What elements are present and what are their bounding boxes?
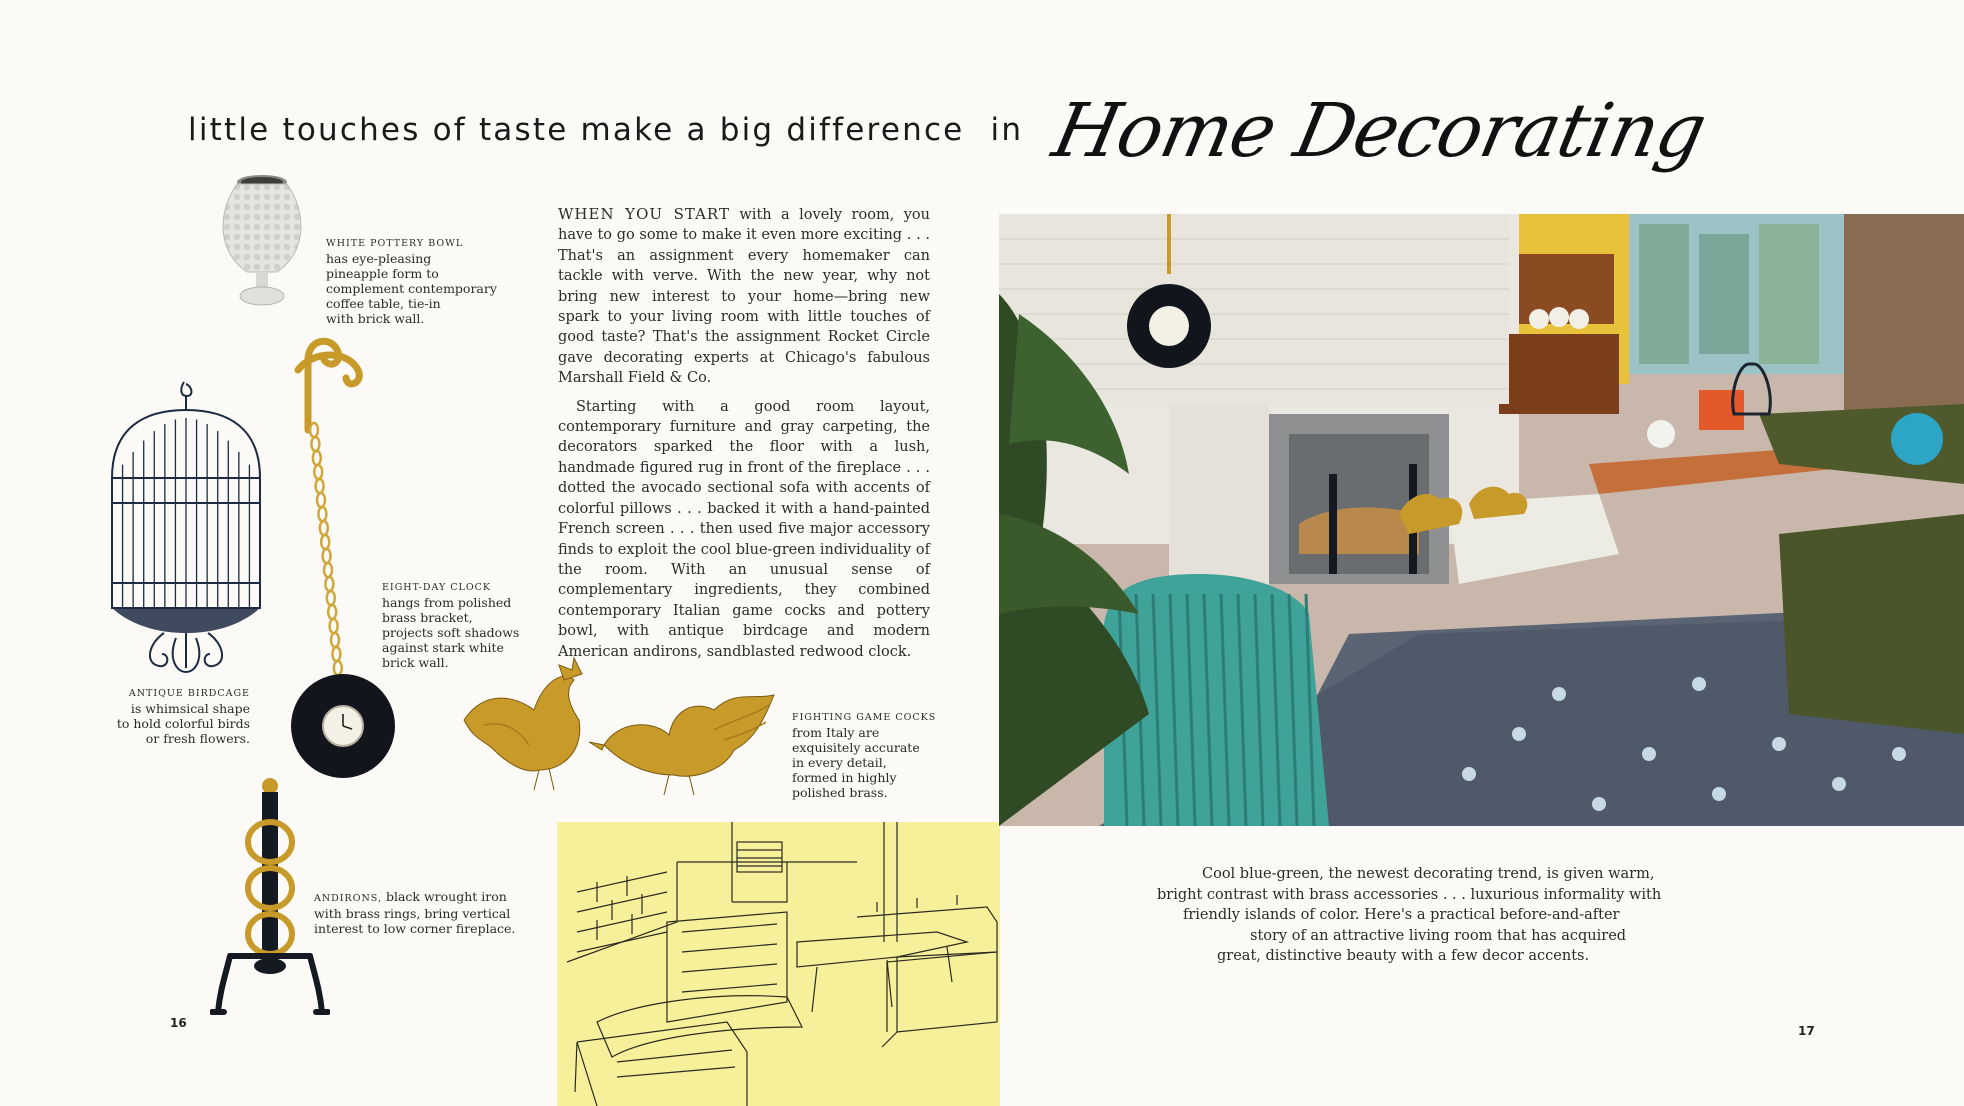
eight-day-clock-image bbox=[288, 330, 418, 790]
caption-andirons-text: black wrought iron bbox=[385, 889, 507, 904]
chain-link bbox=[330, 619, 338, 633]
chain-link bbox=[314, 465, 322, 479]
caption-clock-line: projects soft shadows bbox=[382, 625, 520, 640]
caption-bowl-line: has eye-pleasing bbox=[326, 251, 432, 266]
caption-cocks bbox=[792, 710, 936, 800]
caption-birdcage-line: to hold colorful birds bbox=[116, 716, 250, 731]
caption-bowl-line: pineapple form to bbox=[326, 266, 439, 281]
caption-cocks-line: exquisitely accurate bbox=[792, 740, 920, 755]
caption-bowl-line: with brick wall. bbox=[326, 311, 425, 326]
caption-andirons-title: ANDIRONS, bbox=[314, 893, 382, 904]
photo-caption-line: friendly islands of color. Here's a practical before-and-after bbox=[1183, 907, 1620, 923]
rug-flower bbox=[1642, 747, 1656, 761]
rug-flower bbox=[1592, 797, 1606, 811]
caption-clock-line: against stark white bbox=[382, 640, 504, 655]
chain-link bbox=[328, 605, 336, 619]
caption-clock-line: hangs from polished bbox=[382, 595, 512, 610]
caption-birdcage-title: ANTIQUE BIRDCAGE bbox=[128, 688, 250, 699]
article-paragraph-1 bbox=[558, 204, 930, 389]
photo-caption bbox=[1150, 864, 1670, 967]
andiron-image bbox=[210, 776, 330, 1022]
chain-link bbox=[317, 493, 325, 507]
chain-link bbox=[331, 633, 339, 647]
headline-in: in bbox=[990, 112, 1024, 148]
before-sketch-image bbox=[557, 822, 1000, 1106]
caption-birdcage-line: or fresh flowers. bbox=[145, 731, 250, 746]
caption-bowl-title: WHITE POTTERY BOWL bbox=[326, 238, 464, 249]
headline bbox=[188, 112, 1023, 148]
headline-script: Home Decorating bbox=[1045, 88, 1713, 174]
caption-cocks-line: polished brass. bbox=[792, 785, 888, 800]
game-cocks-image bbox=[454, 650, 790, 800]
chain-link bbox=[334, 661, 342, 675]
rug-flower bbox=[1462, 767, 1476, 781]
chain-link bbox=[320, 521, 328, 535]
page-number-right: 17 bbox=[1798, 1024, 1815, 1038]
caption-bowl-line: complement contemporary bbox=[326, 281, 497, 296]
caption-birdcage-line: is whimsical shape bbox=[130, 701, 250, 716]
chain-link bbox=[318, 507, 326, 521]
chain-link bbox=[332, 647, 340, 661]
rug-flower bbox=[1692, 677, 1706, 691]
caption-andirons-line: interest to low corner fireplace. bbox=[314, 921, 516, 936]
chain-link bbox=[324, 563, 332, 577]
article-lead: WHEN YOU START bbox=[558, 205, 730, 223]
caption-cocks-line: formed in highly bbox=[792, 770, 897, 785]
rug-flower bbox=[1512, 727, 1526, 741]
rug-flower bbox=[1712, 787, 1726, 801]
caption-cocks-line: in every detail, bbox=[792, 755, 887, 770]
rug-flower bbox=[1832, 777, 1846, 791]
caption-andirons bbox=[314, 889, 515, 936]
photo-caption-line: great, distinctive beauty with a few decor accents. bbox=[1217, 948, 1590, 964]
caption-andirons-line-0 bbox=[314, 889, 515, 906]
article-paragraph-2: Starting with a good room layout, contemporary furniture and gray carpeting, the decorators sparked the floor with a lush, handmade figured rug in front of the fireplace . . . dotted the avocado sectional sofa with accents of colorful pillows . . . backed it with a hand-painted French screen . . . then used five major accessory finds to exploit the cool blue-green individuality of the room. With an unusual sense of complementary ingredients, they combined contemporary Italian game cocks and pottery bowl, with antique birdcage and modern American andirons, sandblasted redwood clock. bbox=[558, 398, 930, 660]
caption-birdcage bbox=[108, 686, 250, 746]
caption-cocks-line: from Italy are bbox=[792, 725, 880, 740]
caption-bowl-line: coffee table, tie-in bbox=[326, 296, 441, 311]
article-paragraph-1-text: with a lovely room, you have to go some to make it even more exciting . . . That's an assignment every homemaker can tackle with verve. With the new year, why not bring new interest to your home—bring new spark to your living room with little touches of good taste? That's the assignment Rocket Circle gave decorating experts at Chicago's fabulous Marshall Field & Co. bbox=[558, 207, 930, 387]
photo-caption-line: story of an attractive living room that has acquired bbox=[1250, 927, 1627, 944]
chain-link bbox=[323, 549, 331, 563]
chain-link bbox=[316, 479, 324, 493]
photo-caption-line: bright contrast with brass accessories . . . luxurious informality with bbox=[1157, 886, 1662, 903]
chain-link bbox=[313, 451, 321, 465]
chain-link bbox=[321, 535, 329, 549]
chain-link bbox=[325, 577, 333, 591]
caption-andirons-line: with brass rings, bring vertical bbox=[314, 906, 511, 921]
article-body bbox=[558, 204, 930, 670]
rug-flower bbox=[1892, 747, 1906, 761]
caption-clock-title: EIGHT-DAY CLOCK bbox=[382, 582, 491, 593]
rug-flower bbox=[1552, 687, 1566, 701]
living-room-photo bbox=[999, 214, 1964, 826]
caption-bowl bbox=[326, 236, 497, 326]
chain-link bbox=[310, 423, 318, 437]
caption-cocks-title: FIGHTING GAME COCKS bbox=[792, 712, 937, 723]
caption-clock-line: brass bracket, bbox=[382, 610, 473, 625]
page-number-left: 16 bbox=[170, 1016, 187, 1030]
headline-lead: little touches of taste make a big difference bbox=[188, 112, 965, 148]
rug-flower bbox=[1772, 737, 1786, 751]
photo-caption-line: Cool blue-green, the newest decorating trend, is given warm, bbox=[1202, 866, 1655, 882]
pottery-bowl-image bbox=[212, 172, 312, 310]
caption-clock-line: brick wall. bbox=[382, 655, 449, 670]
chain-link bbox=[311, 437, 319, 451]
birdcage-image bbox=[104, 378, 270, 680]
chain-link bbox=[327, 591, 335, 605]
